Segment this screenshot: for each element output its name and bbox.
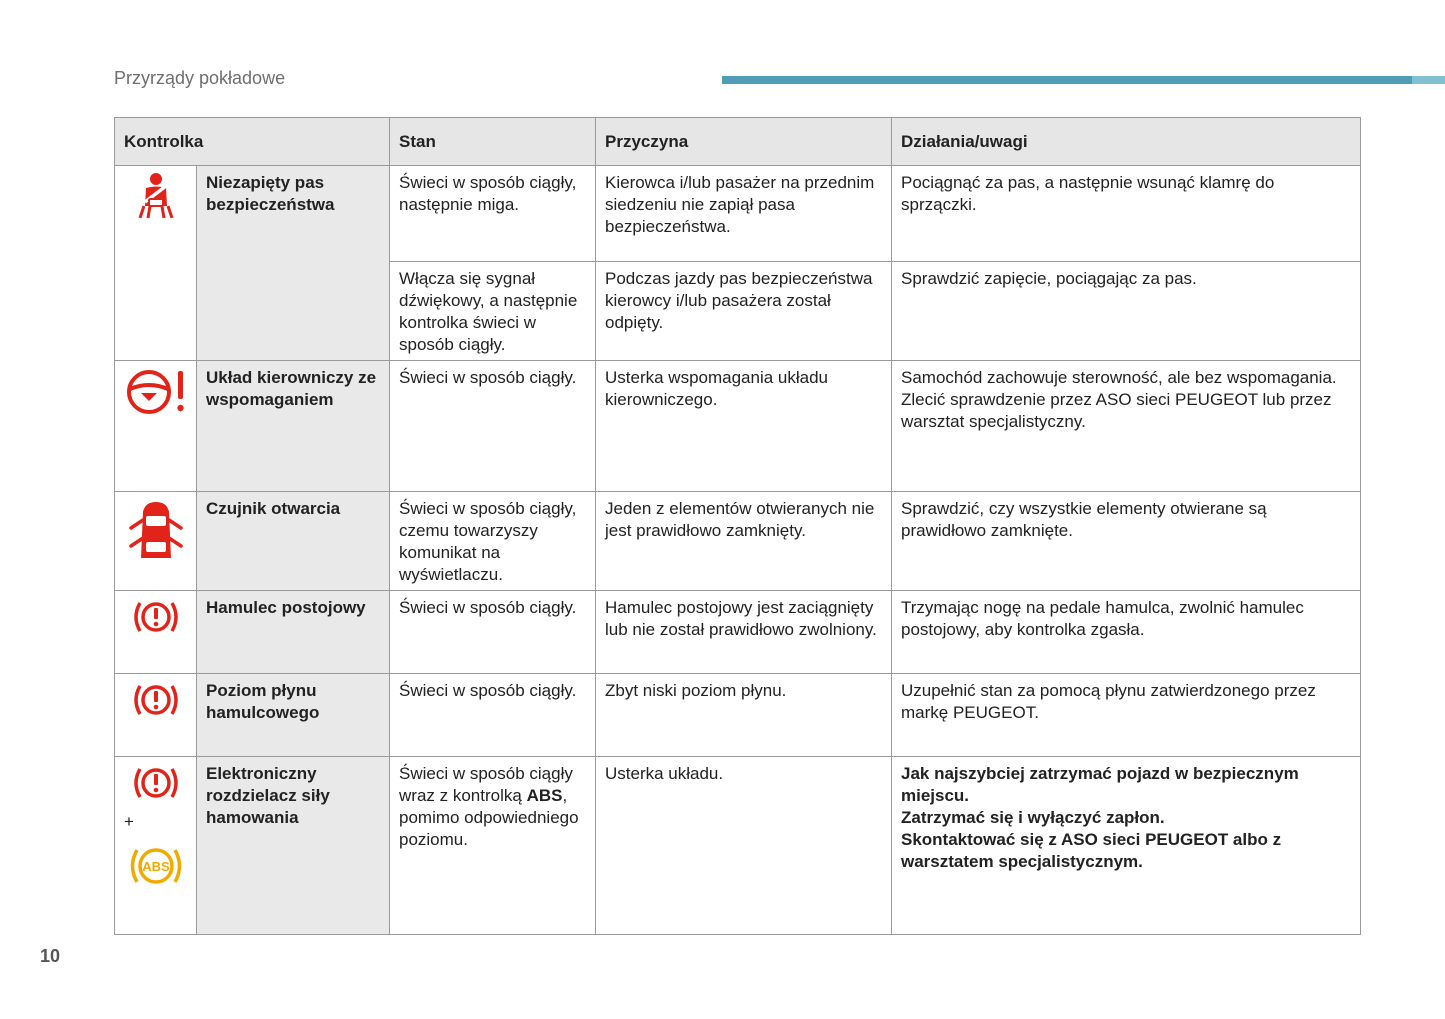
column-header-dzialania: Działania/uwagi [892, 118, 1361, 166]
indicator-name: Układ kierowniczy ze wspomaganiem [197, 361, 390, 492]
stan-cell: Świeci w sposób ciągły. [390, 591, 596, 674]
stan-cell: Świeci w sposób ciągły, następnie miga. [390, 166, 596, 262]
abs-icon-label: ABS [142, 859, 170, 874]
indicator-name: Hamulec postojowy [197, 591, 390, 674]
przyczyna-cell: Zbyt niski poziom płynu. [596, 674, 892, 757]
door-open-icon [124, 498, 188, 564]
page-number: 10 [40, 946, 61, 966]
icon-cell [115, 361, 197, 492]
stan-cell: Świeci w sposób ciągły. [390, 674, 596, 757]
warning-lights-table [114, 117, 1361, 935]
przyczyna-cell: Kierowca i/lub pasażer na przednim siedzeniu nie zapiął pasa bezpieczeństwa. [596, 166, 892, 262]
seatbelt-warning-icon [124, 172, 188, 218]
stan-text: Świeci w sposób ciągły wraz z kontrolką [399, 764, 573, 805]
icon-cell [115, 757, 197, 935]
column-header-stan: Stan [390, 118, 596, 166]
plus-sign: + [124, 812, 134, 831]
przyczyna-cell: Jeden z elementów otwieranych nie jest prawidłowo zamknięty. [596, 492, 892, 591]
brake-warning-icon [124, 763, 188, 803]
abs-icon [124, 843, 188, 889]
stan-cell: Włącza się sygnał dźwiękowy, a następnie kontrolka świeci w sposób ciągły. [390, 262, 596, 361]
power-steering-warning-icon [124, 367, 188, 415]
stan-abs-bold: ABS [526, 786, 563, 805]
dzialania-cell: Jak najszybciej zatrzymać pojazd w bezpiecznym miejscu. Zatrzymać się i wyłączyć zapłon. Skontaktować się z ASO sieci PEUGEOT albo z warsztatem specjalistycznym. [892, 757, 1361, 935]
przyczyna-cell: Hamulec postojowy jest zaciągnięty lub nie został prawidłowo zwolniony. [596, 591, 892, 674]
indicator-name: Czujnik otwarcia [197, 492, 390, 591]
dzialania-cell: Sprawdzić, czy wszystkie elementy otwierane są prawidłowo zamknięte. [892, 492, 1361, 591]
dzialania-cell: Pociągnąć za pas, a następnie wsunąć klamrę do sprzączki. [892, 166, 1361, 262]
table-row [115, 674, 1361, 757]
icon-cell [115, 492, 197, 591]
table-row [115, 492, 1361, 591]
table-row [115, 166, 1361, 262]
indicator-name: Poziom płynu hamulcowego [197, 674, 390, 757]
dzialania-cell: Uzupełnić stan za pomocą płynu zatwierdzonego przez markę PEUGEOT. [892, 674, 1361, 757]
column-header-kontrolka: Kontrolka [115, 118, 390, 166]
table-row [115, 757, 1361, 935]
brake-warning-icon [124, 597, 188, 637]
stan-cell: Świeci w sposób ciągły, czemu towarzyszy komunikat na wyświetlaczu. [390, 492, 596, 591]
table-row [115, 591, 1361, 674]
przyczyna-cell: Podczas jazdy pas bezpieczeństwa kierowcy i/lub pasażera został odpięty. [596, 262, 892, 361]
header-accent-bar [722, 76, 1445, 84]
icon-cell [115, 166, 197, 361]
indicator-name: Elektroniczny rozdzielacz siły hamowania [197, 757, 390, 935]
przyczyna-cell: Usterka układu. [596, 757, 892, 935]
stan-cell [390, 757, 596, 935]
dzialania-cell: Trzymając nogę na pedale hamulca, zwolnić hamulec postojowy, aby kontrolka zgasła. [892, 591, 1361, 674]
column-header-przyczyna: Przyczyna [596, 118, 892, 166]
brake-warning-icon [124, 680, 188, 720]
icon-cell [115, 674, 197, 757]
stan-text-post: , pomimo odpowiedniego poziomu. [399, 786, 579, 849]
indicator-name: Niezapięty pas bezpieczeństwa [197, 166, 390, 361]
icon-cell [115, 591, 197, 674]
dzialania-cell: Sprawdzić zapięcie, pociągając za pas. [892, 262, 1361, 361]
przyczyna-cell: Usterka wspomagania układu kierowniczego. [596, 361, 892, 492]
table-row [115, 361, 1361, 492]
page-section-title: Przyrządy pokładowe [114, 68, 286, 88]
table-header-row [115, 118, 1361, 166]
stan-cell: Świeci w sposób ciągły. [390, 361, 596, 492]
dzialania-cell: Samochód zachowuje sterowność, ale bez wspomagania. Zlecić sprawdzenie przez ASO sieci PEUGEOT lub przez warsztat specjalistyczny. [892, 361, 1361, 492]
header-accent-bar-tip [1412, 76, 1445, 84]
